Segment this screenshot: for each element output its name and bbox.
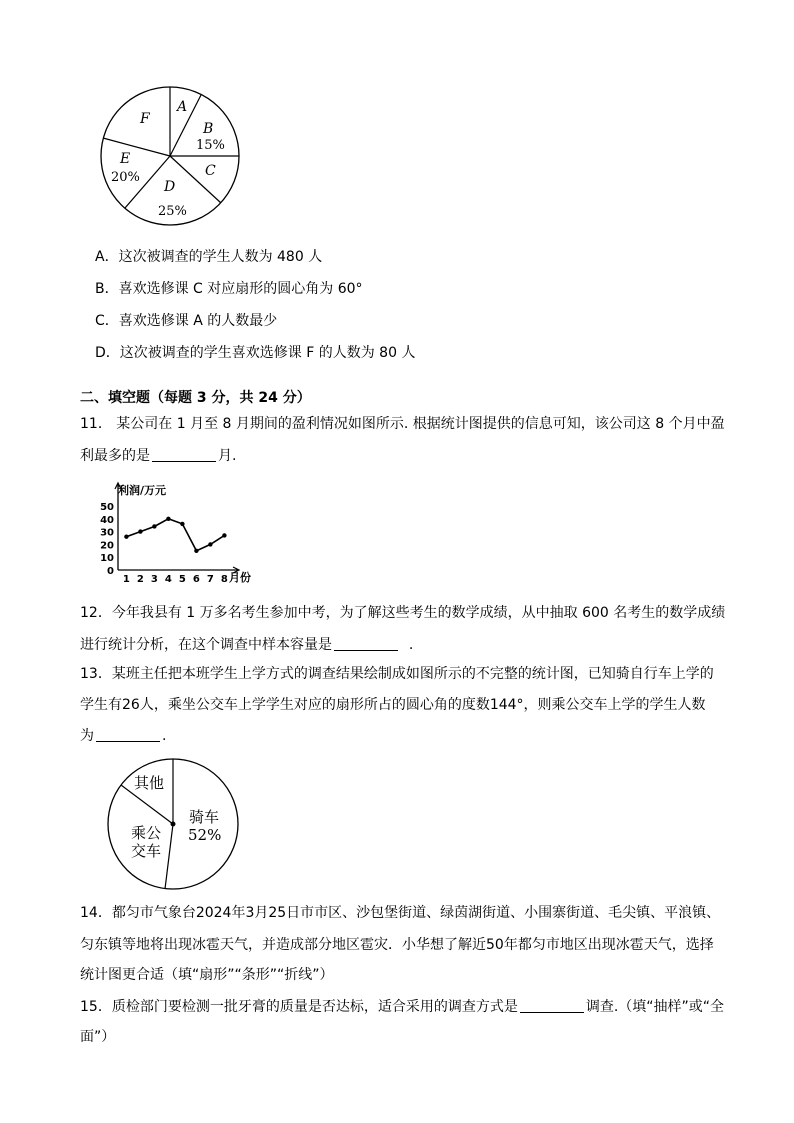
q13-text-pre: 为 xyxy=(80,728,94,744)
data-point xyxy=(180,522,184,526)
y-tick-label: 10 xyxy=(100,553,114,565)
q13-line1: 13．某班主任把本班学生上学方式的调查结果绘制成如图所示的不完整的统计图，已知骑自行车上学的 xyxy=(80,666,714,682)
data-point xyxy=(166,517,170,521)
q15-text-post: 调查.（填“抽样”或“全 xyxy=(585,999,725,1015)
pie-label-b-pct: 15% xyxy=(196,138,225,153)
data-point xyxy=(208,542,212,546)
q14-line1: 14．都匀市气象台2024年3月25日市市区、沙包堡街道、绿茵湖街道、小围寨街道、毛尖镇、平浪镇、 xyxy=(80,905,721,921)
x-tick-label: 2 xyxy=(136,574,144,585)
x-tick-label: 4 xyxy=(164,574,172,585)
q12-answer-blank[interactable] xyxy=(334,636,398,651)
q13-line3 xyxy=(80,726,166,746)
q13-text-post: . xyxy=(162,728,167,744)
section-heading: 二、填空题（每题 3 分，共 24 分） xyxy=(80,390,311,406)
q12-text-post: . xyxy=(408,637,414,653)
pie-label-c: C xyxy=(205,163,216,179)
pie-chart-commute xyxy=(100,752,250,897)
pie-label-d: D xyxy=(164,179,176,195)
q12-line2 xyxy=(80,635,413,655)
q15-text-pre: 15．质检部门要检测一批牙膏的质量是否达标，适合采用的调查方式是 xyxy=(80,999,518,1015)
x-tick-label: 3 xyxy=(150,574,158,585)
option-b: B．喜欢选修课 C 对应扇形的圆心角为 60° xyxy=(95,281,363,297)
option-a: A．这次被调查的学生人数为 480 人 xyxy=(95,249,323,265)
q11-text-post: 月. xyxy=(218,448,237,464)
pie-center-dot xyxy=(171,822,176,827)
q12-line1: 12．今年我县有 1 万多名考生参加中考，为了解这些考生的数学成绩，从中抽取 600 名考生的数学成绩 xyxy=(80,605,726,621)
y-tick-label: 50 xyxy=(100,502,114,513)
option-c: C．喜欢选修课 A 的人数最少 xyxy=(95,313,278,329)
pie-label-d-pct: 25% xyxy=(158,204,187,219)
q13-answer-blank[interactable] xyxy=(96,727,160,742)
q12-text-pre: 进行统计分析，在这个调查中样本容量是 xyxy=(80,637,332,653)
x-tick-label: 7 xyxy=(206,574,214,585)
pie-divider xyxy=(165,824,173,889)
x-tick-label: 6 xyxy=(192,574,200,585)
data-point xyxy=(152,524,156,528)
y-tick-label: 0 xyxy=(107,566,114,577)
data-point xyxy=(138,529,142,533)
option-d: D．这次被调查的学生喜欢选修课 F 的人数为 80 人 xyxy=(95,345,416,361)
q15-line2: 面”） xyxy=(80,1029,116,1045)
pie-label-e: E xyxy=(120,151,131,167)
pie-label-bike: 骑车 xyxy=(189,808,220,826)
data-point xyxy=(194,549,198,553)
pie-chart-electives xyxy=(95,80,255,240)
q14-line3: 统计图更合适（填“扇形”“条形”“折线”） xyxy=(80,967,334,983)
pie-label-bus-line2: 交车 xyxy=(131,842,162,860)
chart-y-label: 利润/万元 xyxy=(118,484,167,497)
x-tick-label: 8 xyxy=(220,574,228,585)
pie-label-b: B xyxy=(203,121,214,137)
pie-label-bus-line1: 乘公 xyxy=(131,824,162,842)
q11-answer-blank[interactable] xyxy=(152,447,216,462)
pie-label-other: 其他 xyxy=(134,774,165,792)
chart-series xyxy=(124,517,226,553)
pie-label-f: F xyxy=(140,111,150,127)
q11-text-pre: 利最多的是 xyxy=(80,448,150,464)
q11-line1: 11． 某公司在 1 月至 8 月期间的盈利情况如图所示. 根据统计图提供的信息可知，该公司这 8 个月中盈 xyxy=(80,416,725,432)
x-tick-label: 5 xyxy=(178,574,186,585)
pie-divider xyxy=(103,138,170,156)
q11-line2 xyxy=(80,446,236,466)
pie-label-a: A xyxy=(177,99,188,115)
data-point xyxy=(124,535,128,539)
chart-x-label: 月份 xyxy=(229,571,251,584)
q14-line2: 匀东镇等地将出现冰雹天气，并造成部分地区雹灾．小华想了解近50年都匀市地区出现冰雹天气，选择 xyxy=(80,937,714,953)
profit-line-chart xyxy=(82,480,262,588)
y-tick-label: 30 xyxy=(100,527,114,539)
q15-answer-blank[interactable] xyxy=(520,998,584,1013)
x-tick-label: 1 xyxy=(122,574,130,585)
q13-line2: 学生有26人，乘坐公交车上学学生对应的扇形所占的圆心角的度数144°，则乘公交车上学的学生人数 xyxy=(80,697,706,713)
pie-label-bike-pct: 52% xyxy=(188,826,222,844)
pie-label-e-pct: 20% xyxy=(111,170,140,185)
y-tick-label: 20 xyxy=(100,540,114,552)
data-point xyxy=(222,533,226,537)
q15-line1 xyxy=(80,997,724,1017)
y-tick-label: 40 xyxy=(100,514,114,526)
